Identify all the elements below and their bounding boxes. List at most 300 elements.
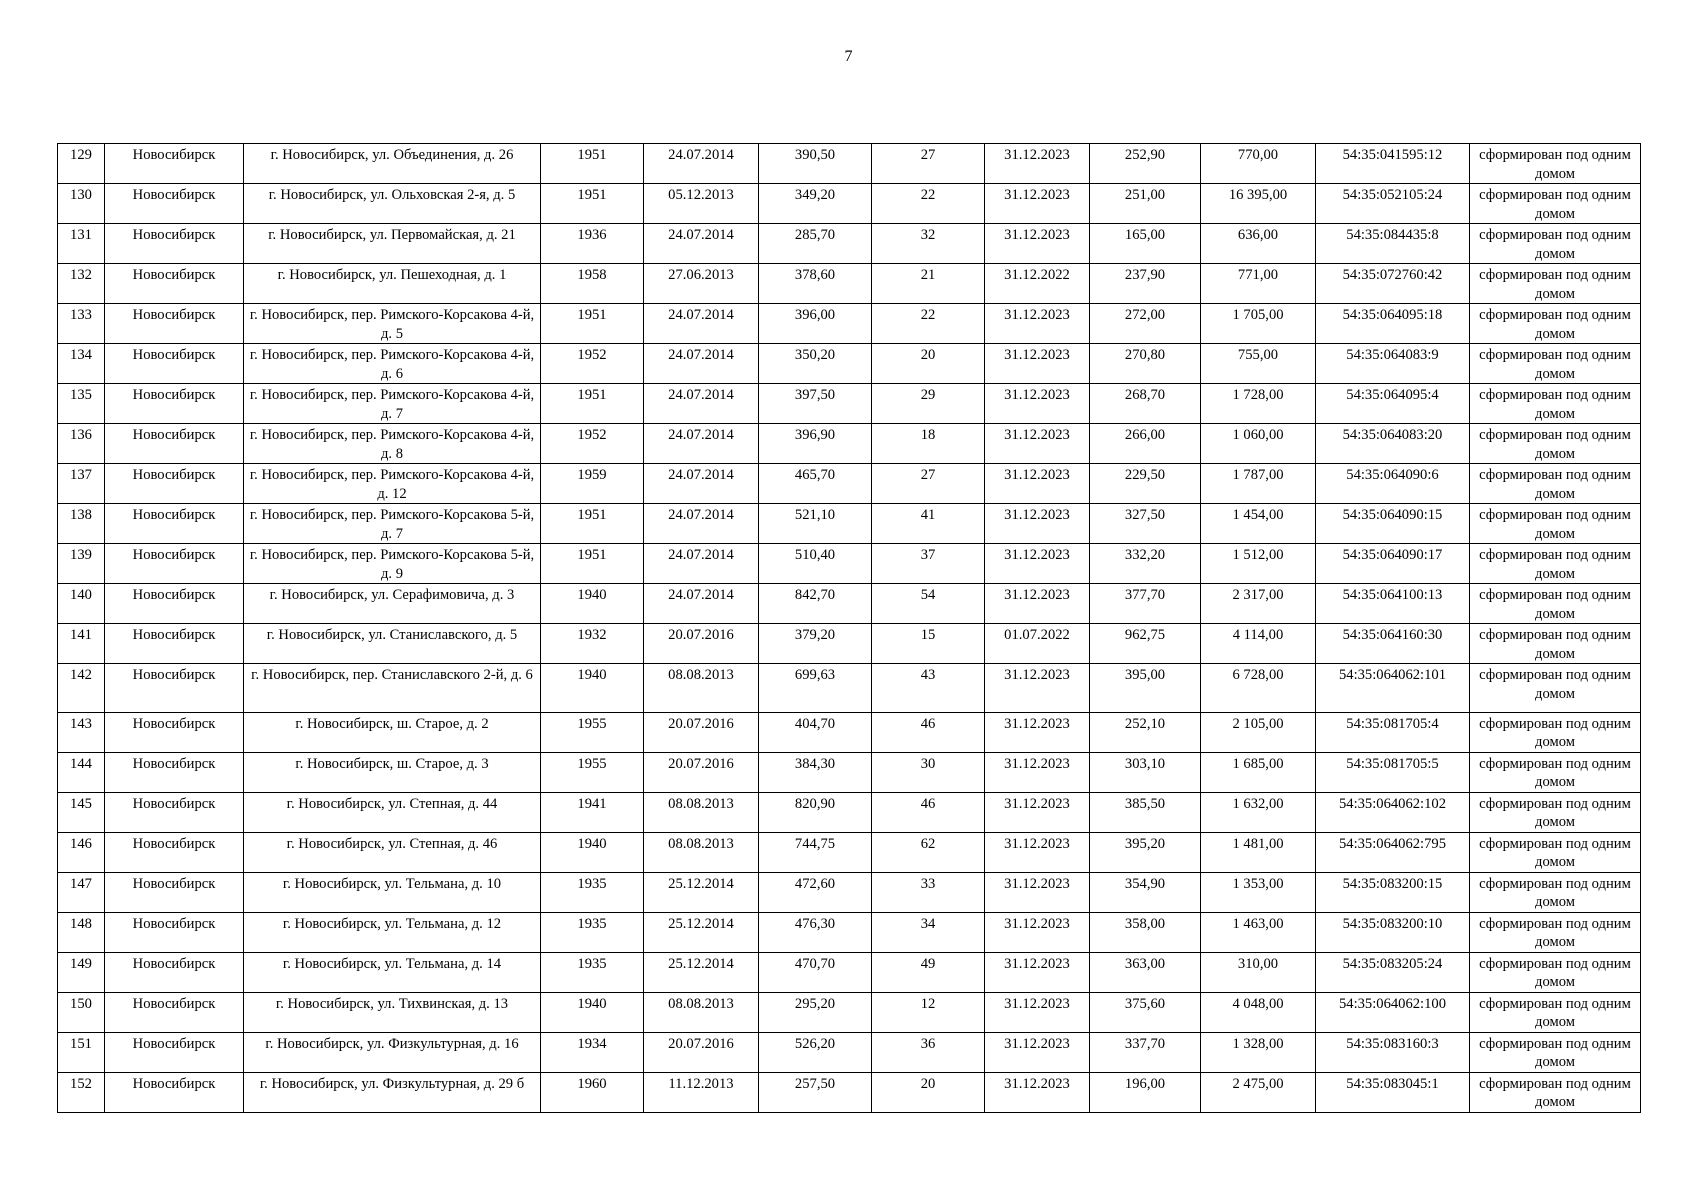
cell-area-living: 332,20 — [1090, 544, 1201, 584]
cell-area-total: 404,70 — [759, 712, 872, 752]
cell-city: Новосибирск — [105, 992, 244, 1032]
cell-row-number: 132 — [58, 264, 105, 304]
cell-year-built: 1951 — [541, 144, 644, 184]
cell-row-number: 146 — [58, 832, 105, 872]
table-row — [58, 584, 1641, 624]
cell-deadline-date: 31.12.2023 — [985, 1032, 1090, 1072]
cell-year-built: 1955 — [541, 752, 644, 792]
cell-residents-count: 62 — [872, 832, 985, 872]
cell-land-status: сформирован под одним домом — [1470, 992, 1641, 1032]
cell-deadline-date: 31.12.2023 — [985, 544, 1090, 584]
cell-city: Новосибирск — [105, 424, 244, 464]
cell-area-total: 285,70 — [759, 224, 872, 264]
cell-area-total: 396,90 — [759, 424, 872, 464]
cell-row-number: 130 — [58, 184, 105, 224]
cell-residents-count: 29 — [872, 384, 985, 424]
cell-area-total: 465,70 — [759, 464, 872, 504]
cell-cadastral-number: 54:35:072760:42 — [1316, 264, 1470, 304]
cell-deadline-date: 31.12.2023 — [985, 664, 1090, 713]
cell-land-status: сформирован под одним домом — [1470, 424, 1641, 464]
cell-land-area: 1 481,00 — [1201, 832, 1316, 872]
cell-land-status: сформирован под одним домом — [1470, 264, 1641, 304]
cell-address: г. Новосибирск, ул. Серафимовича, д. 3 — [244, 584, 541, 624]
cell-area-living: 385,50 — [1090, 792, 1201, 832]
cell-cadastral-number: 54:35:083205:24 — [1316, 952, 1470, 992]
cell-cadastral-number: 54:35:064095:18 — [1316, 304, 1470, 344]
cell-city: Новосибирск — [105, 952, 244, 992]
cell-land-area: 771,00 — [1201, 264, 1316, 304]
cell-city: Новосибирск — [105, 544, 244, 584]
table-row — [58, 1072, 1641, 1112]
cell-year-built: 1952 — [541, 424, 644, 464]
cell-area-living: 395,00 — [1090, 664, 1201, 713]
table-row — [58, 624, 1641, 664]
cell-city: Новосибирск — [105, 1072, 244, 1112]
cell-residents-count: 12 — [872, 992, 985, 1032]
table-row — [58, 144, 1641, 184]
cell-residents-count: 21 — [872, 264, 985, 304]
cell-land-area: 1 463,00 — [1201, 912, 1316, 952]
cell-cadastral-number: 54:35:064083:20 — [1316, 424, 1470, 464]
cell-city: Новосибирск — [105, 584, 244, 624]
cell-cadastral-number: 54:35:064160:30 — [1316, 624, 1470, 664]
cell-deadline-date: 31.12.2023 — [985, 712, 1090, 752]
cell-city: Новосибирск — [105, 664, 244, 713]
cell-address: г. Новосибирск, ш. Старое, д. 3 — [244, 752, 541, 792]
cell-row-number: 129 — [58, 144, 105, 184]
table-row — [58, 544, 1641, 584]
cell-area-living: 327,50 — [1090, 504, 1201, 544]
cell-year-built: 1951 — [541, 304, 644, 344]
cell-residents-count: 20 — [872, 1072, 985, 1112]
cell-area-living: 358,00 — [1090, 912, 1201, 952]
cell-row-number: 137 — [58, 464, 105, 504]
cell-land-area: 1 728,00 — [1201, 384, 1316, 424]
cell-row-number: 149 — [58, 952, 105, 992]
cell-year-built: 1940 — [541, 664, 644, 713]
cell-land-area: 1 787,00 — [1201, 464, 1316, 504]
cell-date: 25.12.2014 — [644, 912, 759, 952]
cell-residents-count: 22 — [872, 184, 985, 224]
cell-land-area: 1 512,00 — [1201, 544, 1316, 584]
cell-land-area: 4 048,00 — [1201, 992, 1316, 1032]
cell-land-status: сформирован под одним домом — [1470, 344, 1641, 384]
cell-area-living: 303,10 — [1090, 752, 1201, 792]
cell-address: г. Новосибирск, ул. Тельмана, д. 12 — [244, 912, 541, 952]
cell-land-status: сформирован под одним домом — [1470, 1072, 1641, 1112]
cell-land-status: сформирован под одним домом — [1470, 912, 1641, 952]
table-row — [58, 872, 1641, 912]
cell-city: Новосибирск — [105, 464, 244, 504]
cell-area-living: 377,70 — [1090, 584, 1201, 624]
cell-address: г. Новосибирск, пер. Римского-Корсакова 4-й, д. 6 — [244, 344, 541, 384]
cell-land-status: сформирован под одним домом — [1470, 544, 1641, 584]
cell-area-living: 962,75 — [1090, 624, 1201, 664]
cell-row-number: 144 — [58, 752, 105, 792]
table-row — [58, 224, 1641, 264]
cell-date: 08.08.2013 — [644, 992, 759, 1032]
cell-deadline-date: 31.12.2023 — [985, 504, 1090, 544]
cell-area-living: 229,50 — [1090, 464, 1201, 504]
cell-residents-count: 36 — [872, 1032, 985, 1072]
cell-land-status: сформирован под одним домом — [1470, 712, 1641, 752]
cell-land-area: 1 632,00 — [1201, 792, 1316, 832]
table-body — [58, 144, 1641, 1113]
cell-cadastral-number: 54:35:083200:15 — [1316, 872, 1470, 912]
cell-area-total: 384,30 — [759, 752, 872, 792]
cell-year-built: 1940 — [541, 832, 644, 872]
cell-land-status: сформирован под одним домом — [1470, 384, 1641, 424]
cell-area-living: 337,70 — [1090, 1032, 1201, 1072]
cell-residents-count: 32 — [872, 224, 985, 264]
cell-city: Новосибирск — [105, 224, 244, 264]
cell-residents-count: 37 — [872, 544, 985, 584]
cell-cadastral-number: 54:35:064100:13 — [1316, 584, 1470, 624]
cell-year-built: 1955 — [541, 712, 644, 752]
table-row — [58, 992, 1641, 1032]
cell-date: 24.07.2014 — [644, 464, 759, 504]
cell-land-area: 16 395,00 — [1201, 184, 1316, 224]
cell-city: Новосибирск — [105, 264, 244, 304]
cell-deadline-date: 31.12.2023 — [985, 304, 1090, 344]
cell-area-living: 252,90 — [1090, 144, 1201, 184]
cell-deadline-date: 31.12.2023 — [985, 384, 1090, 424]
cell-area-total: 350,20 — [759, 344, 872, 384]
cell-residents-count: 43 — [872, 664, 985, 713]
cell-land-status: сформирован под одним домом — [1470, 664, 1641, 713]
cell-deadline-date: 31.12.2023 — [985, 224, 1090, 264]
cell-residents-count: 27 — [872, 144, 985, 184]
cell-year-built: 1951 — [541, 184, 644, 224]
cell-address: г. Новосибирск, ул. Первомайская, д. 21 — [244, 224, 541, 264]
cell-cadastral-number: 54:35:081705:5 — [1316, 752, 1470, 792]
cell-row-number: 133 — [58, 304, 105, 344]
cell-area-total: 378,60 — [759, 264, 872, 304]
cell-row-number: 134 — [58, 344, 105, 384]
cell-address: г. Новосибирск, ул. Объединения, д. 26 — [244, 144, 541, 184]
cell-land-area: 1 353,00 — [1201, 872, 1316, 912]
cell-date: 08.08.2013 — [644, 664, 759, 713]
cell-cadastral-number: 54:35:064090:15 — [1316, 504, 1470, 544]
cell-address: г. Новосибирск, пер. Римского-Корсакова 4-й, д. 5 — [244, 304, 541, 344]
cell-deadline-date: 31.12.2023 — [985, 584, 1090, 624]
cell-cadastral-number: 54:35:041595:12 — [1316, 144, 1470, 184]
table-row — [58, 464, 1641, 504]
cell-area-total: 476,30 — [759, 912, 872, 952]
cell-city: Новосибирск — [105, 872, 244, 912]
cell-land-area: 2 105,00 — [1201, 712, 1316, 752]
cell-year-built: 1941 — [541, 792, 644, 832]
cell-deadline-date: 31.12.2023 — [985, 872, 1090, 912]
cell-residents-count: 30 — [872, 752, 985, 792]
cell-land-status: сформирован под одним домом — [1470, 752, 1641, 792]
cell-area-total: 379,20 — [759, 624, 872, 664]
cell-land-area: 1 705,00 — [1201, 304, 1316, 344]
cell-area-total: 390,50 — [759, 144, 872, 184]
cell-date: 05.12.2013 — [644, 184, 759, 224]
table-row — [58, 752, 1641, 792]
cell-deadline-date: 31.12.2023 — [985, 184, 1090, 224]
cell-address: г. Новосибирск, ул. Степная, д. 46 — [244, 832, 541, 872]
table-row — [58, 664, 1641, 713]
cell-year-built: 1952 — [541, 344, 644, 384]
cell-area-living: 266,00 — [1090, 424, 1201, 464]
cell-land-area: 6 728,00 — [1201, 664, 1316, 713]
cell-row-number: 138 — [58, 504, 105, 544]
cell-deadline-date: 31.12.2023 — [985, 912, 1090, 952]
cell-deadline-date: 31.12.2023 — [985, 424, 1090, 464]
cell-area-living: 251,00 — [1090, 184, 1201, 224]
cell-address: г. Новосибирск, ул. Тельмана, д. 10 — [244, 872, 541, 912]
cell-date: 24.07.2014 — [644, 344, 759, 384]
cell-area-total: 470,70 — [759, 952, 872, 992]
cell-date: 25.12.2014 — [644, 952, 759, 992]
cell-date: 20.07.2016 — [644, 1032, 759, 1072]
cell-residents-count: 54 — [872, 584, 985, 624]
table-row — [58, 952, 1641, 992]
cell-year-built: 1935 — [541, 952, 644, 992]
cell-year-built: 1934 — [541, 1032, 644, 1072]
cell-area-total: 744,75 — [759, 832, 872, 872]
cell-year-built: 1958 — [541, 264, 644, 304]
cell-area-total: 521,10 — [759, 504, 872, 544]
cell-residents-count: 49 — [872, 952, 985, 992]
cell-deadline-date: 01.07.2022 — [985, 624, 1090, 664]
cell-area-total: 397,50 — [759, 384, 872, 424]
cell-cadastral-number: 54:35:084435:8 — [1316, 224, 1470, 264]
cell-residents-count: 34 — [872, 912, 985, 952]
table-row — [58, 504, 1641, 544]
cell-land-status: сформирован под одним домом — [1470, 832, 1641, 872]
cell-date: 20.07.2016 — [644, 712, 759, 752]
cell-city: Новосибирск — [105, 504, 244, 544]
cell-city: Новосибирск — [105, 1032, 244, 1072]
cell-area-living: 375,60 — [1090, 992, 1201, 1032]
cell-city: Новосибирск — [105, 184, 244, 224]
cell-row-number: 136 — [58, 424, 105, 464]
cell-land-area: 636,00 — [1201, 224, 1316, 264]
cell-row-number: 147 — [58, 872, 105, 912]
cell-date: 20.07.2016 — [644, 752, 759, 792]
cell-city: Новосибирск — [105, 144, 244, 184]
cell-date: 27.06.2013 — [644, 264, 759, 304]
cell-year-built: 1940 — [541, 992, 644, 1032]
table-row — [58, 304, 1641, 344]
table-row — [58, 384, 1641, 424]
cell-row-number: 142 — [58, 664, 105, 713]
table-row — [58, 344, 1641, 384]
cell-land-status: сформирован под одним домом — [1470, 792, 1641, 832]
cell-area-total: 526,20 — [759, 1032, 872, 1072]
cell-year-built: 1935 — [541, 872, 644, 912]
cell-year-built: 1960 — [541, 1072, 644, 1112]
cell-land-area: 770,00 — [1201, 144, 1316, 184]
cell-address: г. Новосибирск, пер. Римского-Корсакова 4-й, д. 12 — [244, 464, 541, 504]
cell-area-living: 252,10 — [1090, 712, 1201, 752]
cell-row-number: 148 — [58, 912, 105, 952]
cell-address: г. Новосибирск, пер. Римского-Корсакова 4-й, д. 7 — [244, 384, 541, 424]
cell-cadastral-number: 54:35:064090:17 — [1316, 544, 1470, 584]
cell-date: 24.07.2014 — [644, 584, 759, 624]
table-row — [58, 184, 1641, 224]
cell-deadline-date: 31.12.2022 — [985, 264, 1090, 304]
cell-cadastral-number: 54:35:064083:9 — [1316, 344, 1470, 384]
cell-address: г. Новосибирск, ш. Старое, д. 2 — [244, 712, 541, 752]
table-row — [58, 712, 1641, 752]
cell-address: г. Новосибирск, пер. Станиславского 2-й, д. 6 — [244, 664, 541, 713]
cell-area-total: 820,90 — [759, 792, 872, 832]
cell-cadastral-number: 54:35:064095:4 — [1316, 384, 1470, 424]
cell-area-living: 165,00 — [1090, 224, 1201, 264]
cell-date: 25.12.2014 — [644, 872, 759, 912]
cell-deadline-date: 31.12.2023 — [985, 752, 1090, 792]
cell-city: Новосибирск — [105, 384, 244, 424]
cell-area-living: 395,20 — [1090, 832, 1201, 872]
cell-city: Новосибирск — [105, 304, 244, 344]
cell-year-built: 1932 — [541, 624, 644, 664]
cell-residents-count: 20 — [872, 344, 985, 384]
cell-city: Новосибирск — [105, 712, 244, 752]
cell-cadastral-number: 54:35:081705:4 — [1316, 712, 1470, 752]
cell-address: г. Новосибирск, ул. Степная, д. 44 — [244, 792, 541, 832]
cell-row-number: 139 — [58, 544, 105, 584]
cell-date: 20.07.2016 — [644, 624, 759, 664]
cell-land-area: 2 475,00 — [1201, 1072, 1316, 1112]
cell-date: 24.07.2014 — [644, 544, 759, 584]
cell-cadastral-number: 54:35:052105:24 — [1316, 184, 1470, 224]
cell-deadline-date: 31.12.2023 — [985, 344, 1090, 384]
cell-year-built: 1951 — [541, 544, 644, 584]
cell-land-status: сформирован под одним домом — [1470, 504, 1641, 544]
cell-land-area: 1 328,00 — [1201, 1032, 1316, 1072]
cell-year-built: 1935 — [541, 912, 644, 952]
cell-area-total: 842,70 — [759, 584, 872, 624]
cell-land-status: сформирован под одним домом — [1470, 464, 1641, 504]
cell-land-area: 4 114,00 — [1201, 624, 1316, 664]
cell-area-total: 472,60 — [759, 872, 872, 912]
cell-row-number: 145 — [58, 792, 105, 832]
cell-address: г. Новосибирск, пер. Римского-Корсакова 5-й, д. 9 — [244, 544, 541, 584]
cell-area-living: 270,80 — [1090, 344, 1201, 384]
cell-deadline-date: 31.12.2023 — [985, 144, 1090, 184]
cell-address: г. Новосибирск, пер. Римского-Корсакова 5-й, д. 7 — [244, 504, 541, 544]
cell-date: 11.12.2013 — [644, 1072, 759, 1112]
cell-cadastral-number: 54:35:064062:101 — [1316, 664, 1470, 713]
cell-deadline-date: 31.12.2023 — [985, 952, 1090, 992]
cell-deadline-date: 31.12.2023 — [985, 1072, 1090, 1112]
cell-address: г. Новосибирск, ул. Станиславского, д. 5 — [244, 624, 541, 664]
cell-year-built: 1951 — [541, 504, 644, 544]
table-row — [58, 264, 1641, 304]
table-row — [58, 912, 1641, 952]
cell-residents-count: 46 — [872, 792, 985, 832]
cell-land-status: сформирован под одним домом — [1470, 224, 1641, 264]
cell-residents-count: 41 — [872, 504, 985, 544]
cell-land-status: сформирован под одним домом — [1470, 304, 1641, 344]
cell-residents-count: 27 — [872, 464, 985, 504]
cell-row-number: 135 — [58, 384, 105, 424]
cell-land-status: сформирован под одним домом — [1470, 184, 1641, 224]
cell-land-area: 755,00 — [1201, 344, 1316, 384]
cell-city: Новосибирск — [105, 912, 244, 952]
cell-row-number: 143 — [58, 712, 105, 752]
cell-residents-count: 18 — [872, 424, 985, 464]
cell-city: Новосибирск — [105, 752, 244, 792]
cell-area-total: 295,20 — [759, 992, 872, 1032]
cell-area-living: 272,00 — [1090, 304, 1201, 344]
cell-area-total: 349,20 — [759, 184, 872, 224]
table-row — [58, 832, 1641, 872]
cell-row-number: 150 — [58, 992, 105, 1032]
cell-city: Новосибирск — [105, 832, 244, 872]
cell-deadline-date: 31.12.2023 — [985, 464, 1090, 504]
cell-land-status: сформирован под одним домом — [1470, 144, 1641, 184]
cell-cadastral-number: 54:35:083045:1 — [1316, 1072, 1470, 1112]
cell-deadline-date: 31.12.2023 — [985, 792, 1090, 832]
cell-area-total: 257,50 — [759, 1072, 872, 1112]
cell-address: г. Новосибирск, ул. Тихвинская, д. 13 — [244, 992, 541, 1032]
cell-land-area: 1 685,00 — [1201, 752, 1316, 792]
cell-year-built: 1940 — [541, 584, 644, 624]
housing-registry-table — [57, 143, 1641, 1113]
cell-year-built: 1936 — [541, 224, 644, 264]
cell-city: Новосибирск — [105, 792, 244, 832]
cell-deadline-date: 31.12.2023 — [985, 992, 1090, 1032]
cell-cadastral-number: 54:35:064062:100 — [1316, 992, 1470, 1032]
cell-date: 24.07.2014 — [644, 144, 759, 184]
table-row — [58, 424, 1641, 464]
cell-date: 24.07.2014 — [644, 304, 759, 344]
cell-address: г. Новосибирск, ул. Пешеходная, д. 1 — [244, 264, 541, 304]
cell-area-living: 196,00 — [1090, 1072, 1201, 1112]
cell-row-number: 141 — [58, 624, 105, 664]
cell-area-living: 237,90 — [1090, 264, 1201, 304]
cell-land-area: 1 060,00 — [1201, 424, 1316, 464]
cell-area-living: 363,00 — [1090, 952, 1201, 992]
cell-date: 24.07.2014 — [644, 224, 759, 264]
cell-residents-count: 46 — [872, 712, 985, 752]
cell-land-status: сформирован под одним домом — [1470, 624, 1641, 664]
table-row — [58, 792, 1641, 832]
cell-land-status: сформирован под одним домом — [1470, 872, 1641, 912]
cell-city: Новосибирск — [105, 344, 244, 384]
cell-year-built: 1959 — [541, 464, 644, 504]
cell-residents-count: 22 — [872, 304, 985, 344]
cell-date: 24.07.2014 — [644, 384, 759, 424]
cell-row-number: 131 — [58, 224, 105, 264]
table-row — [58, 1032, 1641, 1072]
cell-land-area: 1 454,00 — [1201, 504, 1316, 544]
cell-cadastral-number: 54:35:083200:10 — [1316, 912, 1470, 952]
cell-date: 08.08.2013 — [644, 832, 759, 872]
cell-row-number: 152 — [58, 1072, 105, 1112]
cell-area-total: 510,40 — [759, 544, 872, 584]
cell-row-number: 140 — [58, 584, 105, 624]
cell-land-area: 2 317,00 — [1201, 584, 1316, 624]
cell-cadastral-number: 54:35:064062:795 — [1316, 832, 1470, 872]
cell-cadastral-number: 54:35:064090:6 — [1316, 464, 1470, 504]
cell-date: 24.07.2014 — [644, 424, 759, 464]
cell-cadastral-number: 54:35:083160:3 — [1316, 1032, 1470, 1072]
cell-land-area: 310,00 — [1201, 952, 1316, 992]
cell-city: Новосибирск — [105, 624, 244, 664]
cell-deadline-date: 31.12.2023 — [985, 832, 1090, 872]
cell-residents-count: 15 — [872, 624, 985, 664]
cell-cadastral-number: 54:35:064062:102 — [1316, 792, 1470, 832]
cell-date: 08.08.2013 — [644, 792, 759, 832]
cell-address: г. Новосибирск, ул. Физкультурная, д. 29 б — [244, 1072, 541, 1112]
cell-year-built: 1951 — [541, 384, 644, 424]
